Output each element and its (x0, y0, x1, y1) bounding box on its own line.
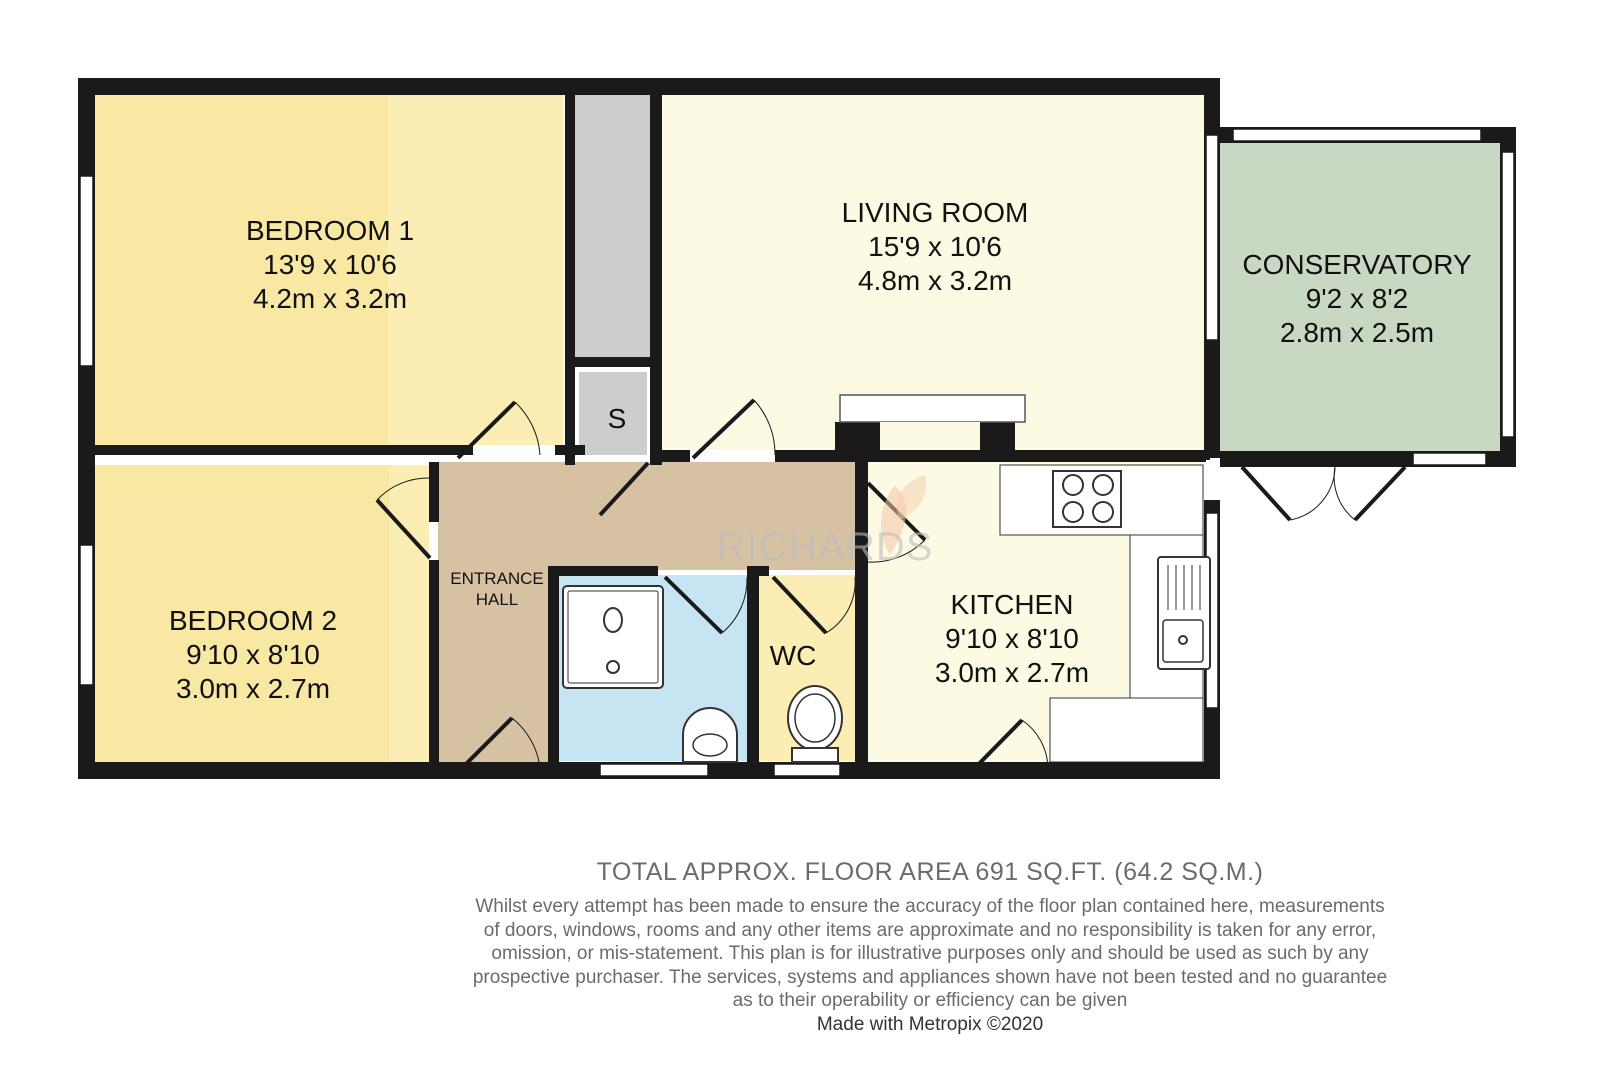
wall-bath-left (548, 566, 559, 778)
living-room-dim-imperial: 15'9 x 10'6 (868, 231, 1002, 262)
window-wc (774, 764, 840, 776)
basin-icon (683, 708, 737, 762)
window-bed2 (80, 545, 93, 685)
sink-plug-icon (1179, 636, 1187, 644)
fireplace-hearth (840, 395, 1025, 422)
disclaimer-line-5: as to their operability or efficiency can be given (732, 990, 1128, 1011)
wall-bath-wc (747, 566, 759, 778)
living-room-dim-metric: 4.8m x 3.2m (857, 265, 1013, 296)
shower-drain-icon (607, 661, 619, 673)
kitchen-name: KITCHEN (950, 589, 1074, 620)
window-conservatory-top (1233, 129, 1481, 141)
bedroom2-dim-imperial: 9'10 x 8'10 (186, 639, 320, 670)
window-bed1 (80, 176, 93, 366)
hob-ring-1-icon (1063, 475, 1083, 495)
floor-plan-footer (400, 858, 1460, 1036)
wall-bed2-hall (429, 462, 439, 522)
watermark-text: RICHARDS (716, 525, 934, 569)
fireplace-opening (880, 422, 980, 450)
kitchen-dim-imperial: 9'10 x 8'10 (945, 623, 1079, 654)
door-conservatory-left-swing (1290, 467, 1335, 520)
wall-bed1-bed2 (93, 445, 473, 455)
conservatory-name: CONSERVATORY (1242, 249, 1472, 280)
hall-label-line1: ENTRANCE (450, 569, 544, 588)
wall-closet-right (650, 95, 662, 465)
bedroom2-dim-metric: 3.0m x 2.7m (175, 673, 331, 704)
bedroom1-dim-imperial: 13'9 x 10'6 (263, 249, 397, 280)
living-room-name: LIVING ROOM (841, 197, 1029, 228)
closet-fill (573, 95, 651, 357)
kitchen-counter-bottom (1050, 698, 1203, 762)
store-label: S (607, 403, 627, 434)
door-conservatory-right (1355, 467, 1405, 520)
window-living-right (1206, 135, 1218, 340)
bedroom1-name: BEDROOM 1 (245, 215, 415, 246)
total-floor-area: TOTAL APPROX. FLOOR AREA 691 SQ.FT. (64.2 SQ.M.) (596, 858, 1264, 886)
metropix-credit: Made with Metropix ©2020 (816, 1013, 1044, 1035)
kitchen-dim-metric: 3.0m x 2.7m (934, 657, 1090, 688)
wall-bath-top (548, 566, 658, 576)
door-conservatory-right-swing (1334, 467, 1355, 520)
toilet-cistern-icon (792, 748, 838, 762)
disclaimer-line-2: of doors, windows, rooms and any other items are approximate and no responsibility is taken for any error, (483, 919, 1377, 941)
wall-opening-conservatory (1206, 460, 1218, 500)
hob-ring-3-icon (1063, 502, 1083, 522)
hob-ring-2-icon (1093, 475, 1113, 495)
wall-kitchen-hall (855, 462, 868, 482)
hob-ring-4-icon (1093, 502, 1113, 522)
wall-bed2-hall-low (429, 560, 439, 778)
shower-head-icon (604, 608, 622, 632)
wall-living-bottom-b (775, 450, 835, 462)
wall-wc-kitchen (855, 462, 868, 778)
bedroom2-name: BEDROOM 2 (168, 605, 338, 636)
wall-living-bottom-d (1015, 450, 1210, 462)
door-conservatory-left (1242, 467, 1290, 520)
disclaimer-line-3: omission, or mis-statement. This plan is for illustrative purposes only and should be used as such by any (491, 943, 1369, 964)
hall-fill-vertical (438, 462, 548, 764)
wc-label: WC (769, 640, 817, 671)
bedroom1-dim-metric: 4.2m x 3.2m (252, 283, 408, 314)
toilet-icon (788, 686, 842, 750)
conservatory-dim-imperial: 9'2 x 8'2 (1305, 283, 1409, 314)
window-conservatory-bottom (1413, 453, 1486, 465)
conservatory-dim-metric: 2.8m x 2.5m (1279, 317, 1435, 348)
window-conservatory-right (1502, 152, 1514, 437)
wall-closet-left (565, 95, 575, 465)
window-bathroom (600, 764, 708, 776)
disclaimer-line-1: Whilst every attempt has been made to ensure the accuracy of the floor plan contained here, measurements (475, 896, 1385, 917)
wall-closet-store (573, 357, 653, 367)
hall-label-line2: HALL (475, 590, 519, 609)
disclaimer-line-4: prospective purchaser. The services, systems and appliances shown have not been tested and no guarantee (472, 966, 1388, 988)
wall-top (78, 78, 1220, 95)
wall-living-bottom-a (650, 450, 690, 462)
